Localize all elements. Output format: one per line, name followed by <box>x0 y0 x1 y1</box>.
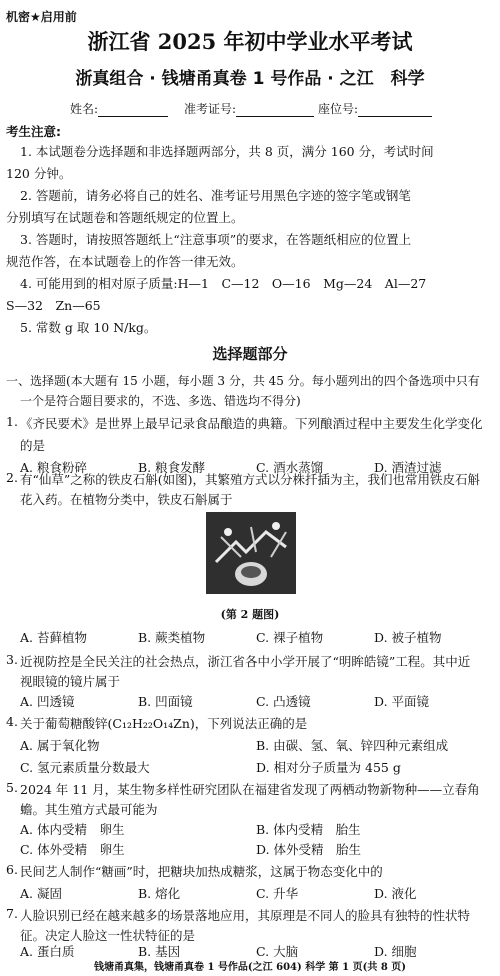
question-text: 蟾。其生殖方式最可能为 <box>20 802 158 817</box>
question-text: 《齐民要术》是世界上最早记录食品酿造的典籍。下列酿酒过程中主要发生化学变化 <box>20 416 483 431</box>
question-text: 有“仙草”之称的铁皮石斛(如图)，其繁殖方式以分株扦插为主，我们也常用铁皮石斛 <box>20 472 481 487</box>
notes-line: 分别填写在试题卷和答题纸规定的位置上。 <box>6 210 244 225</box>
option-a: A. 属于氧化物 <box>20 738 100 753</box>
option-a: A. 蛋白质 <box>20 944 75 959</box>
question-number: 3. <box>6 652 18 667</box>
option-b: B. 基因 <box>138 944 181 959</box>
question-text: 民间艺人制作“糖画”时，把糖块加热成糖浆，这属于物态变化中的 <box>20 864 383 879</box>
question-text: 关于葡萄糖酸锌(C₁₂H₂₂O₁₄Zn)，下列说法正确的是 <box>20 716 308 731</box>
option-c: C. 裸子植物 <box>256 630 324 645</box>
notes-line: 1. 本试题卷分选择题和非选择题两部分，共 8 页，满分 160 分，考试时间 <box>20 144 434 159</box>
seat-label: 座位号: <box>318 102 359 116</box>
option-d: D. 平面镜 <box>374 694 430 709</box>
option-d: D. 酒渣过滤 <box>374 460 442 475</box>
ticket-field <box>184 100 314 117</box>
figure-caption: (第 2 题图) <box>220 608 280 621</box>
question-number: 7. <box>6 906 18 921</box>
option-d: D. 相对分子质量为 455 g <box>256 760 401 775</box>
option-c: C. 氢元素质量分数最大 <box>20 760 150 775</box>
option-c: C. 体外受精 卵生 <box>20 842 125 857</box>
question-text: 近视防控是全民关注的社会热点，浙江省各中小学开展了“明眸皓镜”工程。其中近 <box>20 654 471 669</box>
question-number: 1. <box>6 414 18 429</box>
option-a: A. 体内受精 卵生 <box>20 822 125 837</box>
question-text: 视眼镜的镜片属于 <box>20 674 121 689</box>
question-number: 6. <box>6 862 18 877</box>
question-number: 2. <box>6 470 18 485</box>
question-text: 2024 年 11 月，某生物多样性研究团队在福建省发现了两栖动物新物种——立春角 <box>20 782 480 797</box>
question-number: 5. <box>6 780 18 795</box>
notes-line: 2. 答题前，请务必将自己的姓名、准考证号用黑色字迹的签字笔或钢笔 <box>20 188 411 203</box>
exam-subtitle: 浙真组合 · 钱塘甬真卷 1 号作品 · 之江 科学 <box>75 69 425 89</box>
question-text: 的是 <box>20 438 46 453</box>
name-blank <box>98 104 168 117</box>
name-label: 姓名: <box>70 102 99 116</box>
option-b: B. 凹面镜 <box>138 694 193 709</box>
dendrobium-figure <box>206 512 296 594</box>
part-instruction: 一个是符合题目要求的，不选、多选、错选均不得分) <box>20 394 301 408</box>
ticket-label: 准考证号: <box>184 102 237 116</box>
option-a: A. 凝固 <box>20 886 62 901</box>
option-b: B. 体内受精 胎生 <box>256 822 361 837</box>
option-a: A. 凹透镜 <box>20 694 75 709</box>
question-number: 4. <box>6 714 18 729</box>
option-b: B. 熔化 <box>138 886 181 901</box>
notes-heading: 考生注意: <box>6 124 61 139</box>
ticket-blank <box>236 104 314 117</box>
option-d: D. 被子植物 <box>374 630 442 645</box>
option-d: D. 体外受精 胎生 <box>256 842 362 857</box>
option-b: B. 蕨类植物 <box>138 630 206 645</box>
question-text: 人脸识别已经在越来越多的场景落地应用，其原理是不同人的脸具有独特的性状特 <box>20 908 471 923</box>
option-a: A. 粮食粉碎 <box>20 460 87 475</box>
question-text: 征。决定人脸这一性状特征的是 <box>20 928 196 943</box>
seat-field <box>318 100 432 117</box>
section-title: 选择题部分 <box>212 345 288 363</box>
option-c: C. 升华 <box>256 886 299 901</box>
option-c: C. 大脑 <box>256 944 299 959</box>
option-c: C. 凸透镜 <box>256 694 311 709</box>
notes-line: 3. 答题时，请按照答题纸上“注意事项”的要求，在答题纸相应的位置上 <box>20 232 412 247</box>
secret-label: 机密★启用前 <box>6 10 77 24</box>
part-instruction: 一、选择题(本大题有 15 小题，每小题 3 分，共 45 分。每小题列出的四个备选项中只有 <box>6 374 480 388</box>
notes-line: S—32 Zn—65 <box>6 298 101 313</box>
notes-line: 5. 常数 g 取 10 N/kg。 <box>20 320 157 335</box>
notes-line: 120 分钟。 <box>6 166 72 181</box>
notes-line: 规范作答，在本试题卷上的作答一律无效。 <box>6 254 244 269</box>
notes-line: 4. 可能用到的相对原子质量:H—1 C—12 O—16 Mg—24 Al—27 <box>20 276 427 291</box>
name-field <box>70 100 168 117</box>
option-c: C. 酒水蒸馏 <box>256 460 324 475</box>
option-d: D. 细胞 <box>374 944 417 959</box>
exam-title: 浙江省 2025 年初中学业水平考试 <box>87 29 413 54</box>
seat-blank <box>358 104 432 117</box>
option-d: D. 液化 <box>374 886 417 901</box>
page-footer: 钱塘甬真集，钱塘甬真卷 1 号作品(之江 604) 科学 第 1 页(共 8 页) <box>93 962 406 973</box>
option-a: A. 苔藓植物 <box>20 630 87 645</box>
option-b: B. 粮食发酵 <box>138 460 206 475</box>
option-b: B. 由碳、氢、氧、锌四种元素组成 <box>256 738 449 753</box>
question-text: 花入药。在植物分类中，铁皮石斛属于 <box>20 492 233 507</box>
